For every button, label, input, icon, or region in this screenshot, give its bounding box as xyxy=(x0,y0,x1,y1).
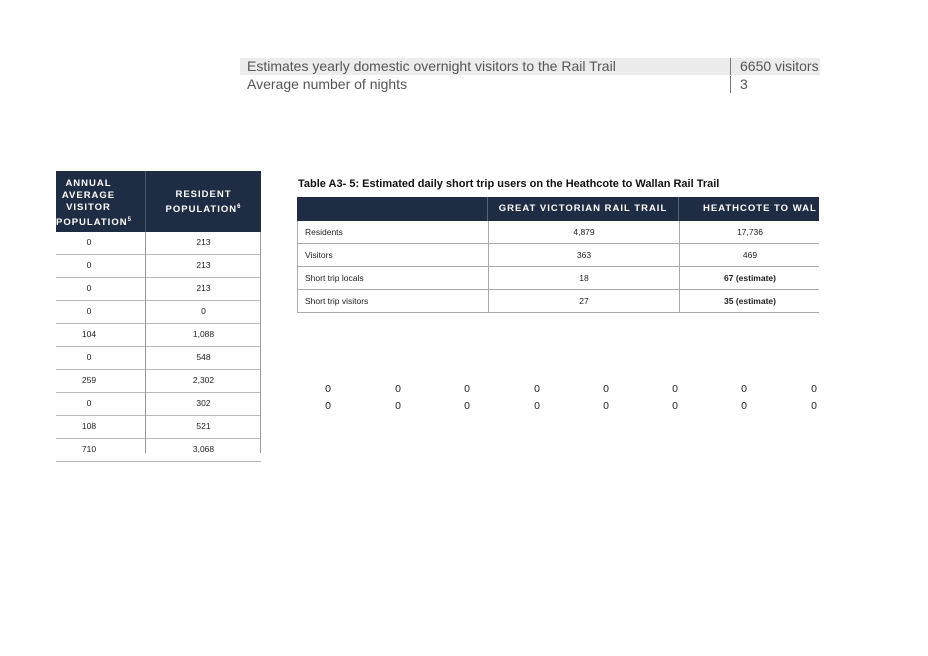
resident-cell: 1,088 xyxy=(192,329,215,339)
table-row xyxy=(298,221,819,244)
zero-value: 0 xyxy=(672,400,678,412)
zero-value: 0 xyxy=(603,400,609,412)
header-resident-population xyxy=(146,189,261,216)
zero-value: 0 xyxy=(811,383,817,395)
resident-cell: 548 xyxy=(196,352,211,362)
header-visitor-population xyxy=(56,178,132,229)
short-trip-table xyxy=(297,197,819,313)
gvrt-cell: 27 xyxy=(579,296,589,306)
zero-value: 0 xyxy=(325,383,331,395)
zero-value: 0 xyxy=(325,400,331,412)
footnote-mark: 5 xyxy=(127,217,132,223)
resident-cell: 3,068 xyxy=(192,444,215,454)
summary-value: 3 xyxy=(740,76,748,92)
column-divider xyxy=(488,221,489,313)
resident-cell: 213 xyxy=(196,260,211,270)
table-row xyxy=(56,232,261,255)
summary-row-nights xyxy=(240,76,820,93)
visitor-cell: 0 xyxy=(86,237,92,247)
visitor-cell: 104 xyxy=(81,329,97,339)
zero-value: 0 xyxy=(741,400,747,412)
visitor-cell: 0 xyxy=(86,398,92,408)
summary-row-visitors xyxy=(240,58,820,75)
zero-value: 0 xyxy=(464,400,470,412)
zero-value: 0 xyxy=(464,383,470,395)
footnote-mark: 6 xyxy=(237,204,242,210)
table-row xyxy=(298,290,819,313)
zero-value: 0 xyxy=(534,400,540,412)
resident-cell: 521 xyxy=(196,421,211,431)
table-row xyxy=(56,347,261,370)
resident-cell: 2,302 xyxy=(192,375,215,385)
visitor-cell: 0 xyxy=(86,260,92,270)
table-row xyxy=(56,278,261,301)
table-row xyxy=(298,267,819,290)
heathcote-cell: 469 xyxy=(742,250,758,260)
visitor-cell: 0 xyxy=(86,306,92,316)
row-label: Visitors xyxy=(305,250,333,260)
resident-cell: 302 xyxy=(196,398,211,408)
heathcote-cell: 67 (estimate) xyxy=(724,273,776,283)
table-row xyxy=(56,370,261,393)
table-caption: Table A3- 5: Estimated daily short trip users on the Heathcote to Wallan Rail Trail xyxy=(298,178,720,190)
header-heathcote: HEATHCOTE TO WAL xyxy=(703,203,817,214)
resident-cell: 213 xyxy=(196,237,211,247)
summary-label: Estimates yearly domestic overnight visitors to the Rail Trail xyxy=(247,58,616,74)
header-great-victorian: GREAT VICTORIAN RAIL TRAIL xyxy=(498,203,668,214)
zero-value: 0 xyxy=(395,383,401,395)
zero-value: 0 xyxy=(811,400,817,412)
visitor-cell: 259 xyxy=(81,375,97,385)
table-row xyxy=(298,244,819,267)
row-label: Short trip locals xyxy=(305,273,364,283)
table-row xyxy=(56,255,261,278)
column-divider xyxy=(730,76,731,93)
visitor-cell: 0 xyxy=(86,352,92,362)
gvrt-cell: 4,879 xyxy=(573,227,595,237)
visitor-cell: 0 xyxy=(86,283,92,293)
visitor-cell: 710 xyxy=(81,444,97,454)
header-text: ANNUAL AVERAGE VISITOR POPULATION xyxy=(56,178,128,229)
left-table-header xyxy=(56,171,261,232)
table-row xyxy=(56,301,261,324)
table-row xyxy=(56,439,261,462)
visitor-cell: 108 xyxy=(81,421,97,431)
heathcote-cell: 35 (estimate) xyxy=(724,296,776,306)
gvrt-cell: 363 xyxy=(576,250,592,260)
table-border xyxy=(260,232,261,453)
row-label: Short trip visitors xyxy=(305,296,369,306)
table-row xyxy=(56,416,261,439)
zero-value: 0 xyxy=(741,383,747,395)
table-row xyxy=(56,393,261,416)
resident-cell: 0 xyxy=(201,306,206,316)
left-table-body xyxy=(56,232,261,462)
column-divider xyxy=(730,58,731,75)
zero-value: 0 xyxy=(534,383,540,395)
row-label: Residents xyxy=(305,227,343,237)
summary-label: Average number of nights xyxy=(247,76,408,92)
table-header xyxy=(297,197,819,221)
header-text: RESIDENT POPULATION xyxy=(165,189,238,216)
zero-value: 0 xyxy=(603,383,609,395)
gvrt-cell: 18 xyxy=(579,273,589,283)
zero-value: 0 xyxy=(395,400,401,412)
zero-value: 0 xyxy=(672,383,678,395)
table-row xyxy=(56,324,261,347)
resident-cell: 213 xyxy=(196,283,211,293)
heathcote-cell: 17,736 xyxy=(737,227,763,237)
column-divider xyxy=(145,232,146,453)
column-divider xyxy=(679,221,680,313)
table-body xyxy=(297,221,819,313)
summary-value: 6650 visitors xyxy=(740,58,819,74)
